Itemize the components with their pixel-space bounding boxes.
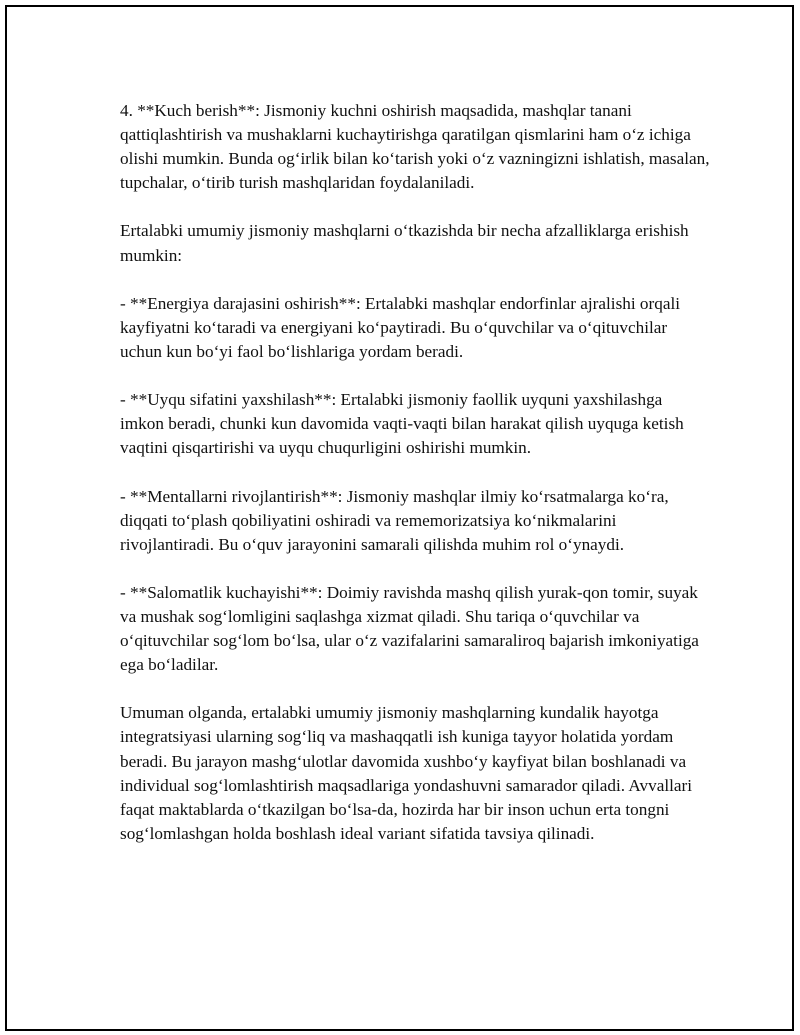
document-body xyxy=(120,99,710,846)
paragraph-benefits-intro: Ertalabki umumiy jismoniy mashqlarni o‘tkazishda bir necha afzalliklarga erishish mumkin: xyxy=(120,221,689,265)
document-page xyxy=(5,5,794,1031)
paragraph-conclusion: Umuman olganda, ertalabki umumiy jismoniy mashqlarning kundalik hayotga integratsiyasi ularning sog‘liq va mashaqqatli ish kuniga tayyor holatida yordam beradi. Bu jarayon mashg‘ulotlar davomida xushbo‘y kayfiyat bilan boshlanadi va individual sog‘lomlashtirish maqsadlariga yondashuvni samarador qiladi. Avvallari faqat maktablarda o‘tkazilgan bo‘lsa-da, hozirda har bir inson uchun erta tongni sog‘lomlashgan holda boshlash ideal variant sifatida tavsiya qilinadi. xyxy=(120,703,693,843)
paragraph-sleep-quality: - **Uyqu sifatini yaxshilash**: Ertalabki jismoniy faollik uyquni yaxshilashga imkon beradi, chunki kun davomida vaqti-vaqti bilan harakat qilish uyquga ketish vaqtini qisqartirishi va uyqu chuqurligini oshirishi mumkin. xyxy=(120,390,684,458)
paragraph-energy-level: - **Energiya darajasini oshirish**: Ertalabki mashqlar endorfinlar ajralishi orqali kayfiyatni ko‘taradi va energiyani ko‘paytiradi. Bu o‘quvchilar va o‘qituvchilar uchun kun bo‘yi faol bo‘lishlariga yordam beradi. xyxy=(120,293,681,361)
paragraph-health-strengthening: - **Salomatlik kuchayishi**: Doimiy ravishda mashq qilish yurak-qon tomir, suyak va mushak sog‘lomligini saqlashga xizmat qiladi. Shu tariqa o‘quvchilar va o‘qituvchilar sog‘lom bo‘lsa, ular o‘z vazifalarini samaraliroq bajarish imkoniyatiga ega bo‘ladilar. xyxy=(120,582,699,675)
paragraph-mental-development: - **Mentallarni rivojlantirish**: Jismoniy mashqlar ilmiy ko‘rsatmalarga ko‘ra, diqqati to‘plash qobiliyatini oshiradi va rememorizatsiya ko‘nikmalarini rivojlantiradi. Bu o‘quv jarayonini samarali qilishda muhim rol o‘ynaydi. xyxy=(120,486,669,554)
paragraph-strength-training: 4. **Kuch berish**: Jismoniy kuchni oshirish maqsadida, mashqlar tanani qattiqlashtirish va mushaklarni kuchaytirishga qaratilgan qismlarini ham o‘z ichiga olishi mumkin. Bunda og‘irlik bilan ko‘tarish yoki o‘z vazningizni ishlatish, masalan, tupchalar, o‘tirib turish mashqlaridan foydalaniladi. xyxy=(120,101,710,193)
